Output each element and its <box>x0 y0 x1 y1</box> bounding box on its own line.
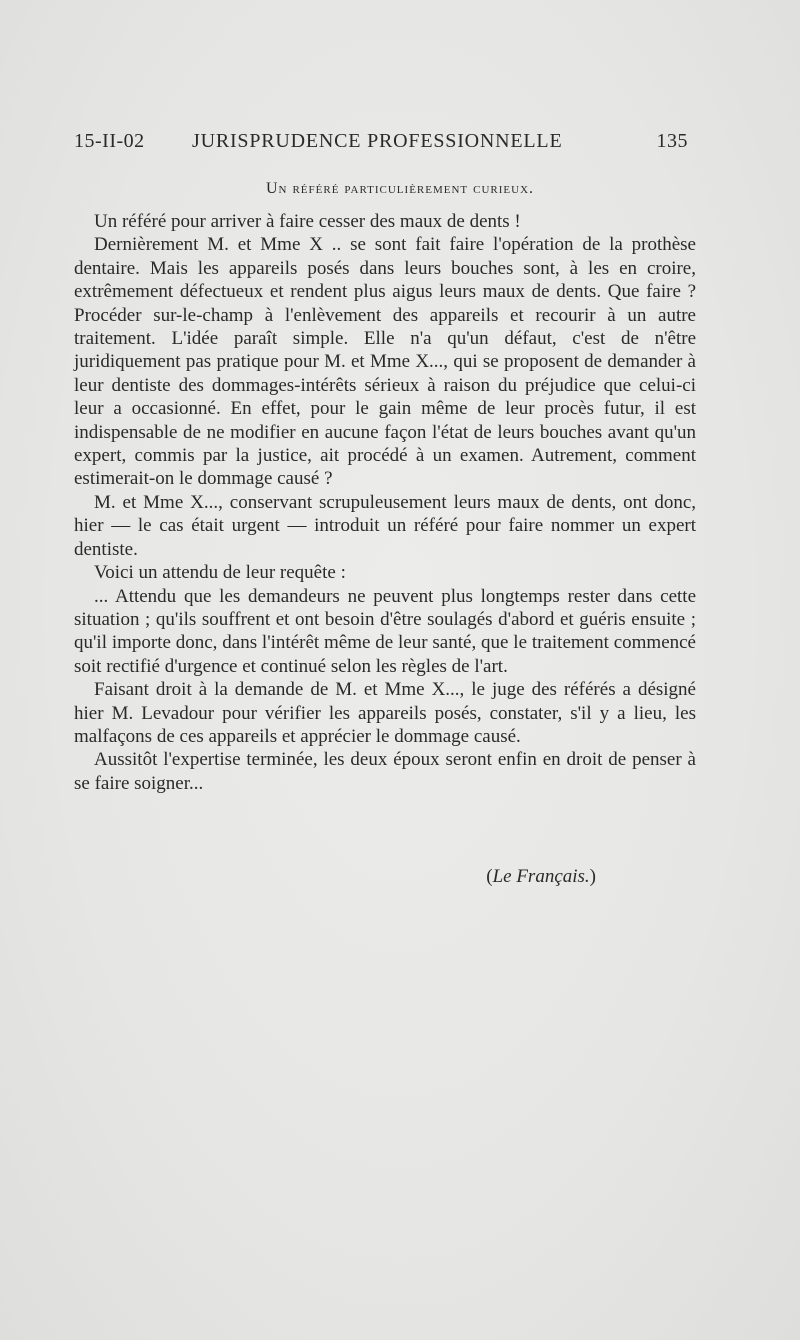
paragraph-2: Dernièrement M. et Mme X .. se sont fait faire l'opération de la prothèse dentaire. Mais les appareils posés dans leurs bouches sont, à les en croire, extrêmement défectueux et rendent plus aigus leurs maux de dents. Que faire ? Procéder sur-le-champ à l'enlèvement des appareils et recourir à un autre traitement. L'idée paraît simple. Elle n'a qu'un défaut, c'est de n'être juridiquement pas pratique pour M. et Mme X..., qui se proposent de demander à leur dentiste des dommages-intérêts sérieux à raison du préjudice que celui-ci leur a occasionné. En effet, pour le gain même de leur procès futur, il est indispensable de ne modifier en aucune façon l'état de leurs bouches avant qu'un expert, commis par la justice, ait procédé à un examen. Autrement, comment estimerait-on le dommage causé ? <box>74 234 696 490</box>
paragraph-6: Faisant droit à la demande de M. et Mme X..., le juge des référés a désigné hier M. Levadour pour vérifier les appareils posés, constater, s'il y a lieu, les malfaçons de ces appareils et apprécier le dommage causé. <box>74 679 696 747</box>
header-title: JURISPRUDENCE PROFESSIONNELLE <box>192 130 563 152</box>
source-attribution: (Le Français.) <box>486 866 596 887</box>
article-body <box>74 210 696 795</box>
page-number: 135 <box>656 130 688 152</box>
source-name: Le Français. <box>492 866 590 887</box>
paragraph-3: M. et Mme X..., conservant scrupuleusement leurs maux de dents, ont donc, hier — le cas était urgent — introduit un référé pour faire nommer un expert dentiste. <box>74 491 696 560</box>
paragraph-4: Voici un attendu de leur requête : <box>94 562 346 584</box>
running-head <box>74 130 688 156</box>
paragraph-5: ... Attendu que les demandeurs ne peuvent plus longtemps rester dans cette situation ; qu'ils souffrent et ont besoin d'être soulagés d'abord et guéris ensuite ; qu'il importe donc, dans l'intérêt même de leur santé, que le traitement commencé soit rectifié d'urgence et continué selon les règles de l'art. <box>74 585 696 677</box>
paragraph-7: Aussitôt l'expertise terminée, les deux époux seront enfin en droit de penser à se faire soigner... <box>74 749 696 794</box>
paragraph-1: Un référé pour arriver à faire cesser des maux de dents ! <box>94 211 521 232</box>
article-heading: Un référé particulièrement curieux. <box>265 180 535 197</box>
header-date: 15-II-02 <box>74 130 145 152</box>
